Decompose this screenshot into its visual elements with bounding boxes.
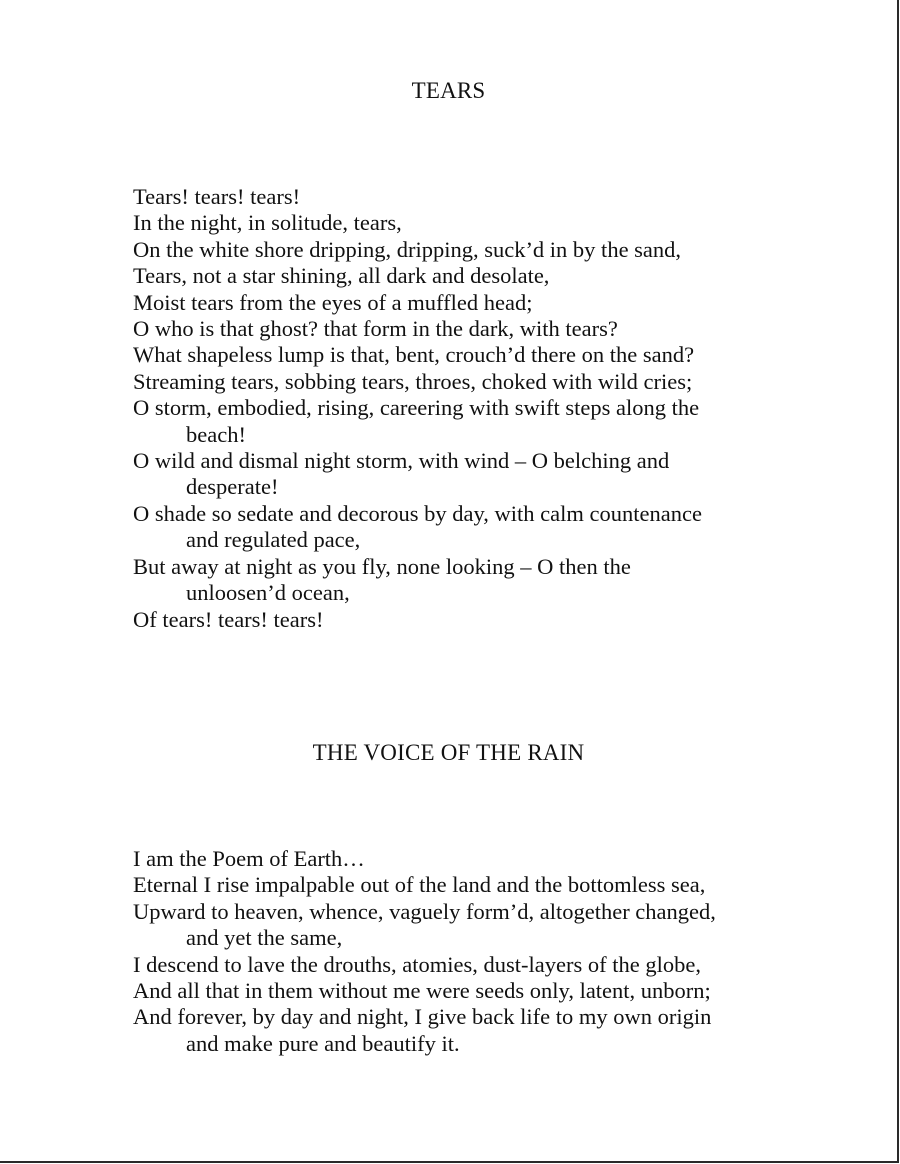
poem-line [133,369,853,395]
line-text: O who is that ghost? that form in the dark, with tears? [133,316,618,342]
poem-line [133,316,853,342]
line-text: I am the Poem of Earth… [133,846,365,871]
poem-line [133,952,853,978]
line-text: What shapeless lump is that, bent, crouch’d there on the sand? [133,342,695,368]
poem-line [133,607,853,633]
poem-title-tears: TEARS [411,78,486,103]
poem-line [133,263,853,289]
line-text: Upward to heaven, whence, vaguely form’d, altogether changed, [133,898,716,924]
poem-line [133,395,853,448]
line-text: And all that in them without me were seeds only, latent, unborn; [133,978,711,1004]
line-text: O storm, embodied, rising, careering with swift steps along the [133,395,700,421]
line-text: O shade so sedate and decorous by day, with calm countenance [133,500,702,526]
poem-line [133,1004,853,1057]
line-text: Of tears! tears! tears! [133,606,324,632]
poem-line [133,184,853,210]
line-text: Tears, not a star shining, all dark and desolate, [133,263,550,289]
poem-title-voice-of-the-rain: THE VOICE OF THE RAIN [312,740,585,765]
line-continuation: beach! [186,421,246,447]
line-continuation: unloosen’d ocean, [186,580,350,606]
line-text: On the white shore dripping, dripping, suck’d in by the sand, [133,236,682,262]
poem-line [133,846,853,872]
poem-line [133,978,853,1004]
poem-body-voice-of-the-rain [133,846,853,1057]
line-text: But away at night as you fly, none looking – O then the [133,553,631,579]
line-text: And forever, by day and night, I give back life to my own origin [133,1004,712,1030]
poem-line [133,210,853,236]
line-text: Moist tears from the eyes of a muffled head; [133,289,533,315]
poem-line [133,872,853,898]
poem-line [133,501,853,554]
poem-line [133,290,853,316]
poem-line [133,342,853,368]
poem-line [133,899,853,952]
line-text: In the night, in solitude, tears, [133,210,402,236]
line-continuation: and make pure and beautify it. [186,1030,460,1056]
poem-body-tears [133,184,853,633]
line-continuation: and yet the same, [186,925,343,951]
line-text: O wild and dismal night storm, with wind – O belching and [133,448,670,474]
line-continuation: and regulated pace, [186,527,361,553]
poem-line [133,554,853,607]
line-text: Eternal I rise impalpable out of the land and the bottomless sea, [133,872,706,898]
line-continuation: desperate! [186,474,279,500]
line-text: Streaming tears, sobbing tears, throes, choked with wild cries; [133,368,693,394]
line-text: I descend to lave the drouths, atomies, dust-layers of the globe, [133,951,701,977]
poem-line [133,237,853,263]
poem-line [133,448,853,501]
line-text: Tears! tears! tears! [133,184,301,209]
